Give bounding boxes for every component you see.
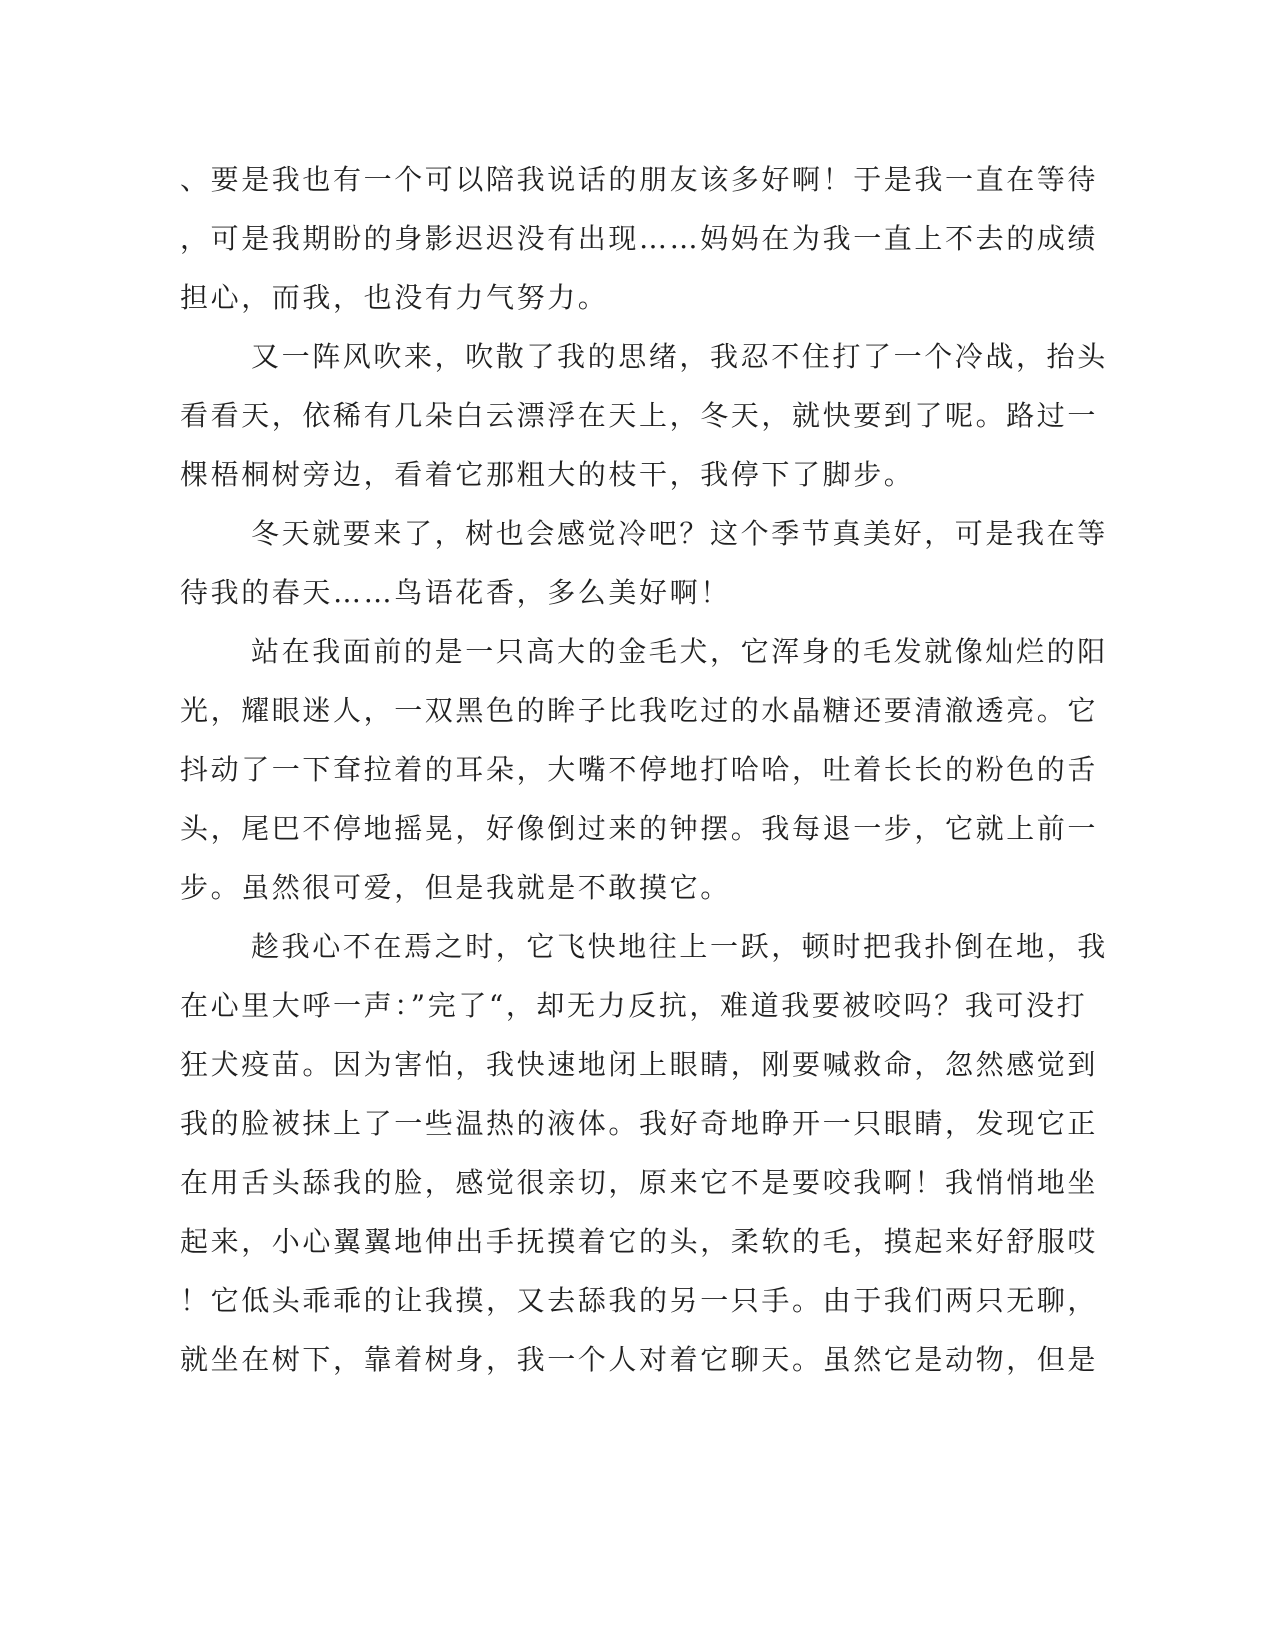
text-line: 起来，小心翼翼地伸出手抚摸着它的头，柔软的毛，摸起来好舒服哎 [180, 1225, 1099, 1258]
text-line: 在心里大呼一声：”完了“，却无力反抗，难道我要被咬吗？我可没打 [180, 989, 1088, 1022]
paragraph-first-line: 趁我心不在焉之时，它飞快地往上一跃，顿时把我扑倒在地，我 [251, 930, 1108, 963]
text-line: 狂犬疫苗。因为害怕，我快速地闭上眼睛，刚要喊救命，忽然感觉到 [180, 1048, 1099, 1081]
text-line: 看看天，依稀有几朵白云漂浮在天上，冬天，就快要到了呢。路过一 [180, 399, 1099, 432]
text-line: 担心，而我，也没有力气努力。 [180, 281, 609, 314]
text-line: 步。虽然很可爱，但是我就是不敢摸它。 [180, 871, 731, 904]
text-line: 待我的春天……鸟语花香，多么美好啊！ [180, 576, 731, 609]
text-line: 棵梧桐树旁边，看着它那粗大的枝干，我停下了脚步。 [180, 458, 915, 491]
paragraph-first-line: 又一阵风吹来，吹散了我的思绪，我忍不住打了一个冷战，抬头 [251, 340, 1108, 373]
text-line: 光，耀眼迷人，一双黑色的眸子比我吃过的水晶糖还要清澈透亮。它 [180, 694, 1099, 727]
text-line: ！它低头乖乖的让我摸，又去舔我的另一只手。由于我们两只无聊， [180, 1284, 1099, 1317]
paragraph-first-line: 冬天就要来了，树也会感觉冷吧？这个季节真美好，可是我在等 [251, 517, 1108, 550]
paragraph-first-line: 站在我面前的是一只高大的金毛犬，它浑身的毛发就像灿烂的阳 [251, 635, 1108, 668]
text-line: 就坐在树下，靠着树身，我一个人对着它聊天。虽然它是动物，但是 [180, 1343, 1099, 1376]
text-line: 头，尾巴不停地摇晃，好像倒过来的钟摆。我每退一步，它就上前一 [180, 812, 1099, 845]
text-line: 、要是我也有一个可以陪我说话的朋友该多好啊！于是我一直在等待 [180, 163, 1099, 196]
text-line: ，可是我期盼的身影迟迟没有出现……妈妈在为我一直上不去的成绩 [180, 222, 1099, 255]
text-line: 抖动了一下耷拉着的耳朵，大嘴不停地打哈哈，吐着长长的粉色的舌 [180, 753, 1099, 786]
text-line: 在用舌头舔我的脸，感觉很亲切，原来它不是要咬我啊！我悄悄地坐 [180, 1166, 1099, 1199]
text-line: 我的脸被抹上了一些温热的液体。我好奇地睁开一只眼睛，发现它正 [180, 1107, 1099, 1140]
